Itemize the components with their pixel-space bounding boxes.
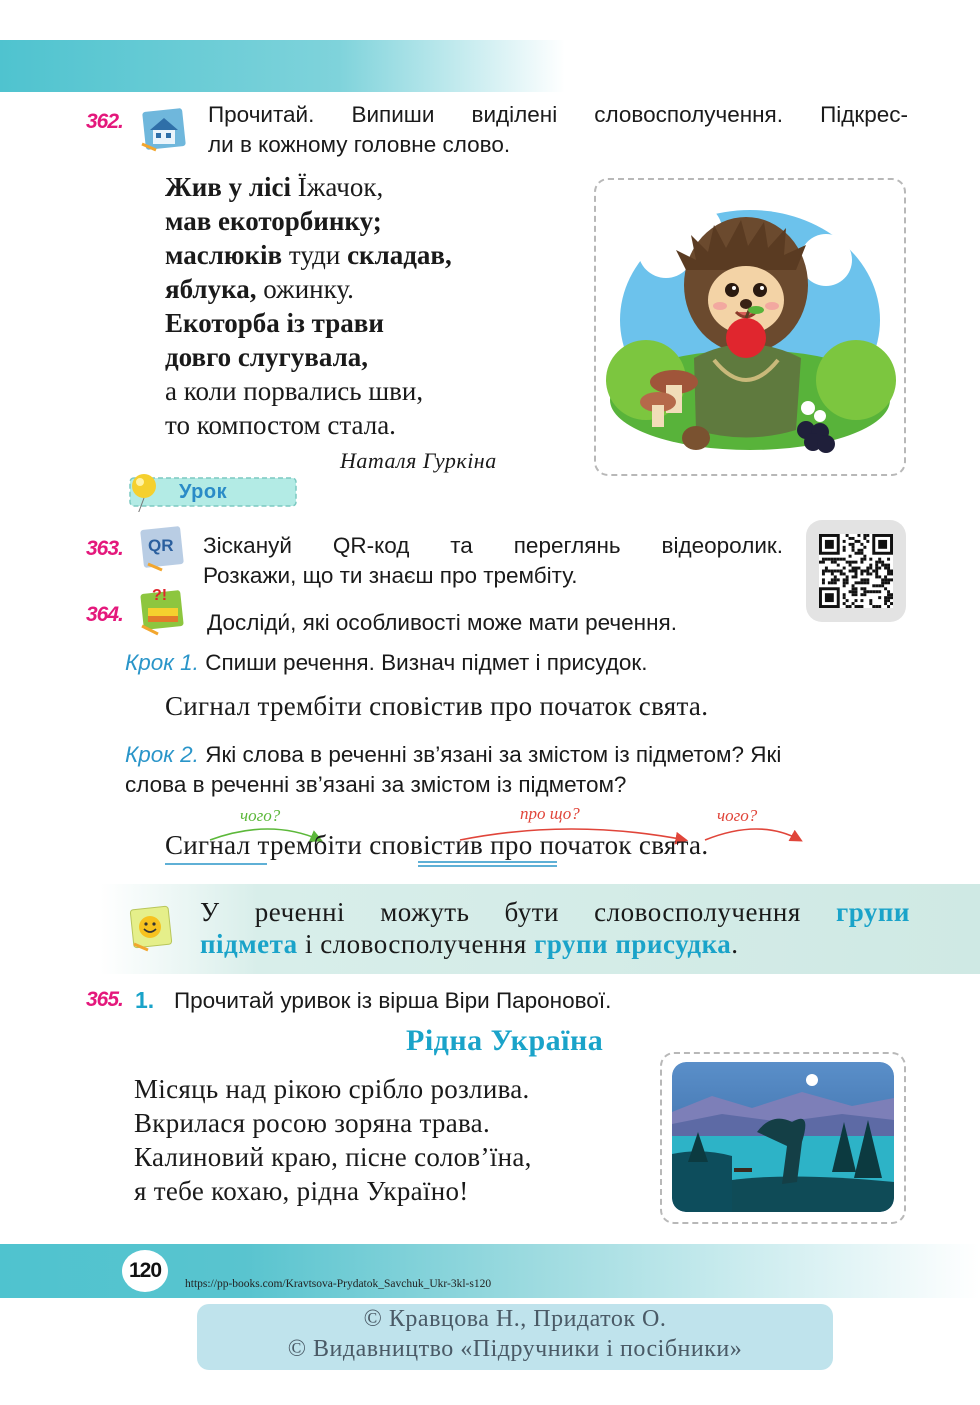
word-4: про bbox=[490, 830, 533, 860]
exercise-number-364: 364. bbox=[86, 603, 123, 626]
word-2: трембіти bbox=[257, 830, 363, 860]
trembita-sentence: Сигнал трембіти сповістив про початок свята. bbox=[165, 691, 709, 721]
hedgehog-illustration-frame bbox=[594, 178, 906, 476]
exercise-number-362: 362. bbox=[86, 110, 123, 133]
bold-phrase: яблука, bbox=[165, 274, 257, 304]
poem-line bbox=[165, 170, 585, 204]
qr-icon bbox=[138, 524, 188, 572]
arrow-chogo-2 bbox=[705, 829, 800, 840]
step1 bbox=[125, 648, 648, 678]
plain-text: ожинку. bbox=[256, 274, 354, 304]
poem-line bbox=[165, 272, 585, 306]
exercise-number-363: 363. bbox=[86, 537, 123, 560]
rule-text-2: і словосполучення bbox=[297, 929, 535, 959]
analyzed-sentence bbox=[165, 830, 708, 861]
rule-subject-word: підмета bbox=[200, 929, 298, 959]
ex363-task-line2: Розкажи, що ти знаєш про трембіту. bbox=[203, 563, 578, 588]
step2-label: Крок 2. bbox=[125, 742, 199, 767]
rule-line1 bbox=[200, 896, 910, 928]
bold-phrase: мав екоторбинку; bbox=[165, 206, 382, 236]
poem-line: я тебе кохаю, рідна Україно! bbox=[134, 1176, 469, 1206]
rule-line2 bbox=[200, 928, 910, 960]
poem-title: Рідна Україна bbox=[406, 1024, 604, 1057]
plain-text: туди bbox=[282, 240, 348, 270]
ex362-poem bbox=[165, 170, 585, 442]
poem-author: Наталя Гуркіна bbox=[340, 448, 497, 473]
page-number: 120 bbox=[128, 1259, 162, 1282]
word-subject: Сигнал bbox=[165, 830, 251, 860]
step2 bbox=[125, 740, 910, 800]
copyright-authors: © Кравцова Н., Придаток О. bbox=[363, 1306, 667, 1332]
bold-phrase: складав, bbox=[347, 240, 452, 270]
ex363-task-line1: Зіскануй QR-код та переглянь відеоролик. bbox=[203, 533, 783, 558]
river-illustration bbox=[672, 1062, 894, 1212]
plain-text: а коли порвались шви, bbox=[165, 376, 424, 406]
poem-line bbox=[165, 238, 585, 272]
lesson-tag bbox=[124, 470, 300, 512]
step1-label: Крок 1. bbox=[125, 650, 199, 675]
word-5: початок bbox=[539, 830, 632, 860]
exercise-number-365: 365. bbox=[86, 988, 123, 1011]
plain-text: то компостом стала. bbox=[165, 410, 396, 440]
bold-phrase: маслюків bbox=[165, 240, 283, 270]
ex365-task: Прочитай уривок із вірша Віри Паронової. bbox=[174, 988, 612, 1013]
ex362-task-line2: ли в кожному головне слово. bbox=[208, 132, 511, 157]
bold-phrase: Екоторба із трави bbox=[165, 308, 384, 338]
top-banner bbox=[0, 40, 565, 92]
question-pro-shcho: про що? bbox=[520, 804, 580, 823]
question-chogo-1: чого? bbox=[240, 806, 281, 825]
ex363-task bbox=[203, 531, 783, 591]
qr-code-card[interactable] bbox=[806, 520, 906, 622]
smile-icon bbox=[128, 904, 176, 952]
rule-text bbox=[200, 896, 910, 960]
poem-line bbox=[165, 204, 585, 238]
qr-code[interactable] bbox=[819, 534, 893, 608]
step2-line2: слова в реченні зв’язані за змістом із підметом? bbox=[125, 772, 627, 797]
step1-text: Спиши речення. Визнач підмет і присудок. bbox=[198, 650, 648, 675]
poem-line bbox=[165, 306, 585, 340]
ex365-poem bbox=[134, 1072, 532, 1208]
word-6: свята. bbox=[638, 830, 709, 860]
ex364-task: Досліди́, які особливості може мати речення. bbox=[207, 610, 677, 635]
ex362-task-line1: Прочитай. Випиши виділені словосполучення. Підкрес- bbox=[208, 102, 908, 127]
ex365-subnumber: 1. bbox=[135, 987, 155, 1013]
rule-text-1: У реченні можуть бути словосполучення bbox=[200, 897, 836, 927]
rule-end: . bbox=[731, 929, 739, 959]
poem-line: Вкрилася росою зоряна трава. bbox=[134, 1108, 491, 1138]
plain-text: Їжачок, bbox=[290, 172, 384, 202]
copyright-publisher: © Видавництво «Підручники і посібники» bbox=[287, 1336, 743, 1362]
poem-line bbox=[165, 340, 585, 374]
lesson-tag-label: Урок bbox=[179, 481, 228, 503]
river-illustration-frame bbox=[660, 1052, 906, 1224]
poem-line bbox=[165, 408, 585, 442]
footer-url[interactable]: https://pp-books.com/Kravtsova-Prydatok_Savchuk_Ukr-3kl-s120 bbox=[185, 1278, 492, 1290]
house-icon bbox=[136, 106, 188, 152]
bold-phrase: Жив у лісі bbox=[165, 172, 291, 202]
hedgehog-illustration bbox=[596, 180, 904, 474]
rule-group-word: групи bbox=[835, 897, 910, 927]
exclamation-question-label: ?! bbox=[152, 587, 168, 604]
step2-text-line1: Які слова в реченні зв’язані за змістом із підметом? Які bbox=[198, 742, 782, 767]
word-predicate: сповістив bbox=[369, 830, 484, 860]
bold-phrase: довго слугувала, bbox=[165, 342, 369, 372]
ex362-task bbox=[208, 100, 908, 160]
poem-line: Калиновий краю, пісне солов’їна, bbox=[134, 1142, 532, 1172]
poem-line: Місяць над рікою срібло розлива. bbox=[134, 1074, 530, 1104]
question-chogo-2: чого? bbox=[717, 806, 758, 825]
rule-predicate-group: групи присудка bbox=[534, 929, 732, 959]
exclamation-question-icon bbox=[138, 586, 190, 636]
step2-line1 bbox=[125, 740, 910, 770]
qr-icon-label: QR bbox=[148, 536, 174, 555]
poem-line bbox=[165, 374, 585, 408]
